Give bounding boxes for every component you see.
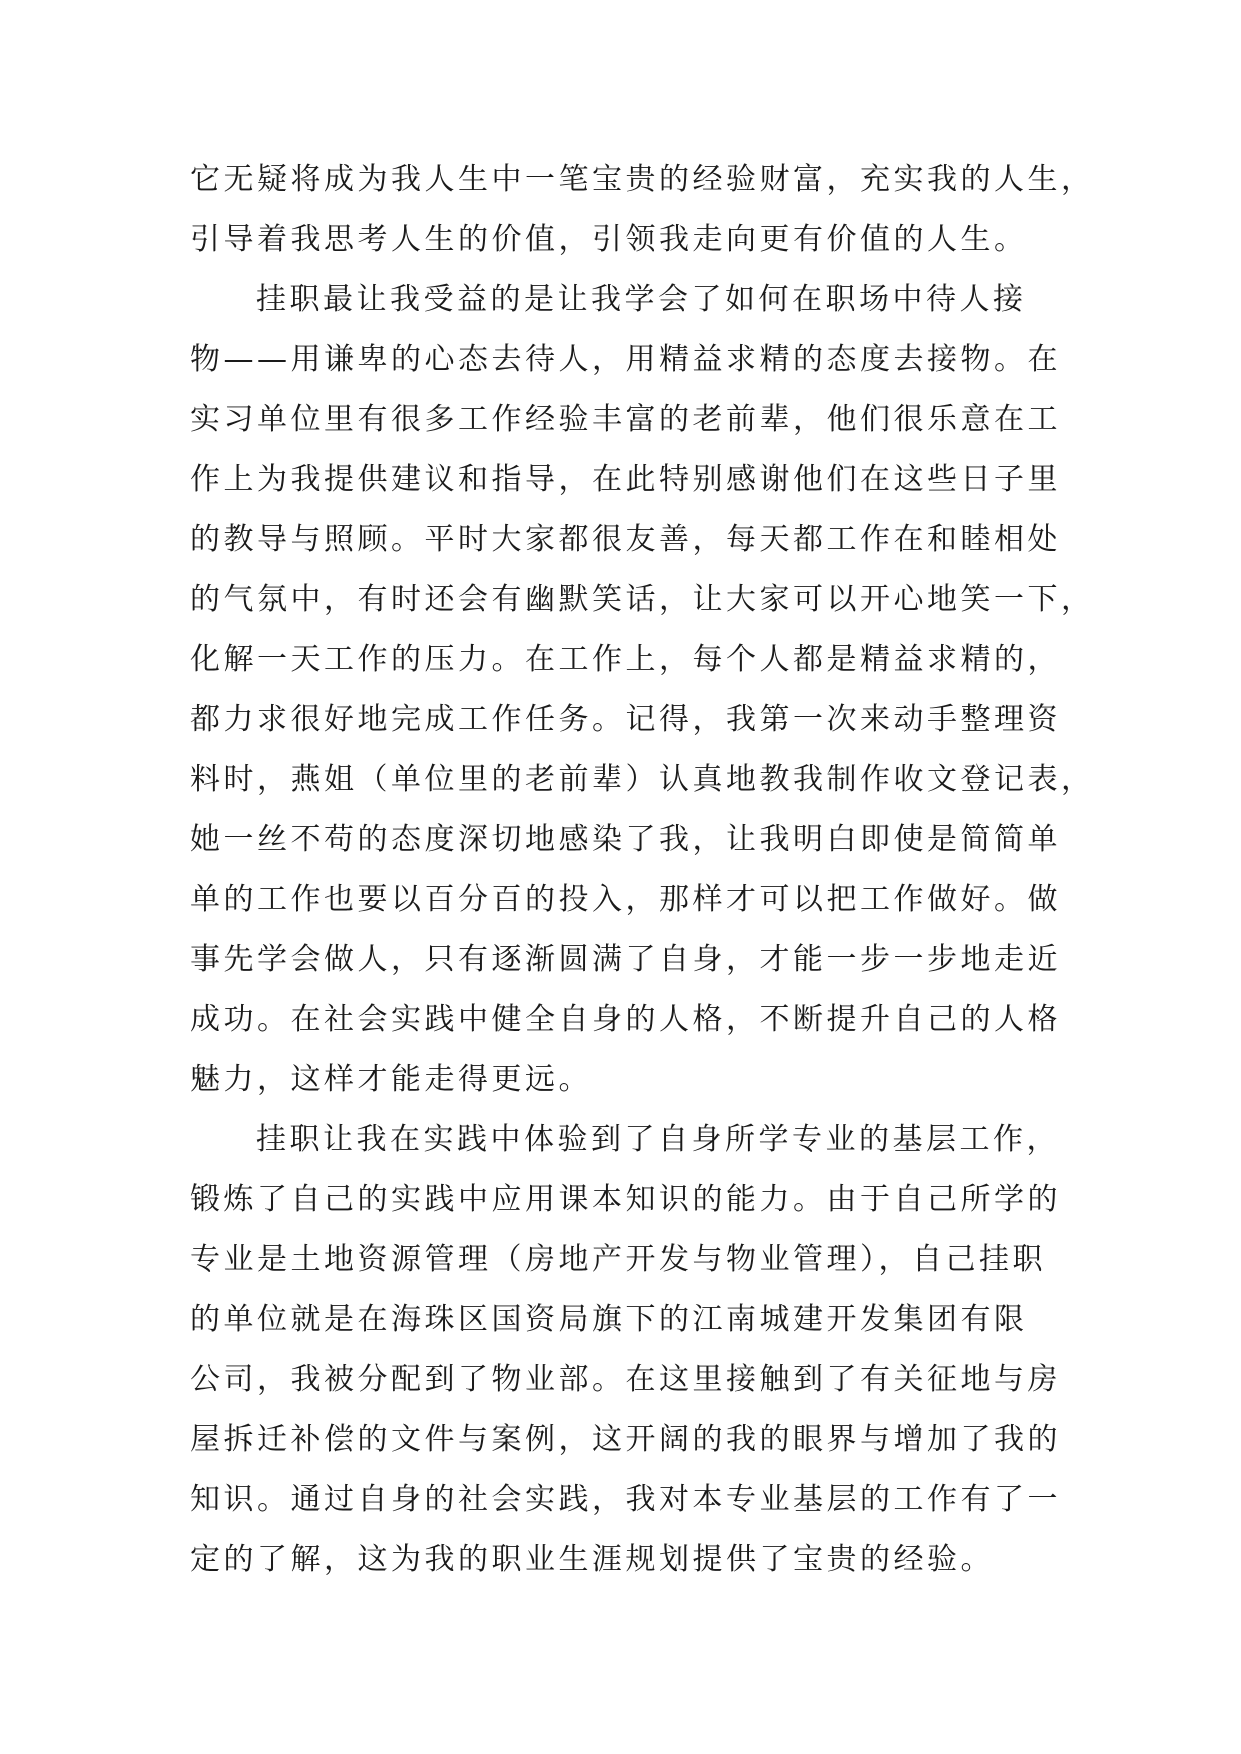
paragraph-1 (190, 150, 1095, 270)
paragraph-line: 化解一天工作的压力。在工作上，每个人都是精益求精的， (190, 642, 1061, 677)
paragraph-line: 它无疑将成为我人生中一笔宝贵的经验财富，充实我的人生， (190, 162, 1095, 197)
paragraph-line: 都力求很好地完成工作任务。记得，我第一次来动手整理资 (190, 702, 1061, 737)
paragraph-line: 挂职让我在实践中体验到了自身所学专业的基层工作， (256, 1122, 1060, 1157)
paragraph-line: 单的工作也要以百分百的投入，那样才可以把工作做好。做 (190, 882, 1061, 917)
paragraph-line: 魅力，这样才能走得更远。 (190, 1062, 592, 1097)
paragraph-line: 挂职最让我受益的是让我学会了如何在职场中待人接 (256, 282, 1027, 317)
paragraph-line: 物——用谦卑的心态去待人，用精益求精的态度去接物。在 (190, 342, 1061, 377)
paragraph-line: 的气氛中，有时还会有幽默笑话，让大家可以开心地笑一下， (190, 582, 1095, 617)
paragraph-line: 屋拆迁补偿的文件与案例，这开阔的我的眼界与增加了我的 (190, 1422, 1061, 1457)
paragraph-line: 引导着我思考人生的价值，引领我走向更有价值的人生。 (190, 222, 1028, 257)
paragraph-3 (190, 1110, 1080, 1590)
paragraph-line: 定的了解，这为我的职业生涯规划提供了宝贵的经验。 (190, 1542, 994, 1577)
paragraph-line: 实习单位里有很多工作经验丰富的老前辈，他们很乐意在工 (190, 402, 1061, 437)
paragraph-line: 她一丝不苟的态度深切地感染了我，让我明白即使是简简单 (190, 822, 1061, 857)
paragraph-line: 专业是土地资源管理（房地产开发与物业管理），自己挂职 (190, 1242, 1046, 1277)
paragraph-line: 的教导与照顾。平时大家都很友善，每天都工作在和睦相处 (190, 522, 1061, 557)
paragraph-line: 料时，燕姐（单位里的老前辈）认真地教我制作收文登记表， (190, 762, 1095, 797)
paragraph-2 (190, 270, 1095, 1110)
paragraph-line: 作上为我提供建议和指导，在此特别感谢他们在这些日子里 (190, 462, 1061, 497)
paragraph-line: 事先学会做人，只有逐渐圆满了自身，才能一步一步地走近 (190, 942, 1061, 977)
document-body (190, 150, 1095, 1590)
paragraph-line: 锻炼了自己的实践中应用课本知识的能力。由于自己所学的 (190, 1182, 1061, 1217)
paragraph-line: 的单位就是在海珠区国资局旗下的江南城建开发集团有限 (190, 1302, 1028, 1337)
paragraph-line: 公司，我被分配到了物业部。在这里接触到了有关征地与房 (190, 1362, 1061, 1397)
paragraph-line: 成功。在社会实践中健全自身的人格，不断提升自己的人格 (190, 1002, 1061, 1037)
paragraph-line: 知识。通过自身的社会实践，我对本专业基层的工作有了一 (190, 1482, 1061, 1517)
